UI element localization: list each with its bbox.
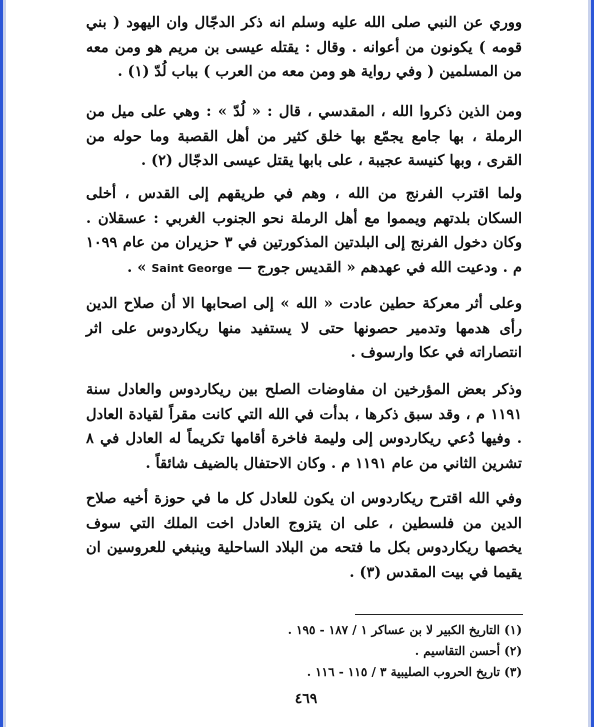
page-number: ٤٦٩ (294, 691, 318, 707)
paragraph-2 (86, 100, 522, 174)
latin-name-saint-george: Saint George (151, 261, 233, 275)
footnote-2: (٢) أحسن التقاسيم . (414, 644, 522, 658)
footnote-3: (٣) تاريخ الحروب الصليبية ٣ / ١١٥ - ١١٦ . (306, 665, 522, 679)
paragraph-text-end: » . (127, 258, 152, 276)
footnote-1: (١) التاريخ الكبير لا بن عساكر ١ / ١٨٧ - ١٩٥ . (287, 623, 522, 637)
footnotes (256, 620, 522, 683)
paragraph-text: وفي الله اقترح ريكاردوس ان يكون للعادل كل ما في حوزة أخيه صلاح الدين من فلسطين ، على ان يتزوج العادل اخت الملك التي سوف يخصها ريكاردوس بكل ما فتحه من البلاد الساحلية وينبغي للعروسين ان يقيما في بيت المقدس (٣) . (86, 490, 522, 581)
paragraph-text: وذكر بعض المؤرخين ان مفاوضات الصلح بين ريكاردوس والعادل سنة ١١٩١ م ، وقد سبق ذكرها ، بدأت في الله التي كانت مقراً لقيادة العادل . وفيها دُعي ريكاردوس إلى وليمة فاخرة أقامها تكريماً له العادل في ٨ تشرين الثاني من عام ١١٩١ م . وكان الاحتفال بالضيف شائقاً . (86, 381, 522, 472)
paragraph-6 (86, 487, 522, 585)
paragraph-text: ووري عن النبي صلى الله عليه وسلم انه ذكر الدجّال وان اليهود ( بني قومه ) يكونون من أعوانه . وقال : يقتله عيسى بن مريم هو ومن معه من المسلمين ( وفي رواية هو ومن معه من العرب ) بباب لُدّ (١) . (86, 14, 522, 81)
paragraph-text (86, 182, 522, 281)
paragraph-text: وعلى أثر معركة حطين عادت « الله » إلى اصحابها الا أن صلاح الدين رأى هدمها وتدمير حصونها حتى لا يستفيد منها ريكاردوس على اثر انتصاراته في عكا وارسوف . (86, 295, 522, 362)
paragraph-text-main: ولما اقترب الفرنج من الله ، وهم في طريقهم إلى القدس ، أخلى السكان بلدتهم ويمموا مع أهل الرملة نحو الجنوب الغربي : عسقلان . وكان دخول الفرنج إلى البلدتين المذكورتين في ٣ حزيران من عام ١٠٩٩ م . ودعيت الله في عهدهم « القديس جورج — (86, 185, 523, 276)
paragraph-5 (86, 378, 522, 476)
paragraph-3 (86, 182, 522, 281)
paragraph-text: ومن الذين ذكروا الله ، المقدسي ، قال : « لُدّ » : وهي على ميل من الرملة ، بها جامع يجمّع بها خلق كثير من أهل القصبة وما حوله من القرى ، وبها كنيسة عجيبة ، على بابها يقتل عيسى الدجّال (٢) . (86, 103, 522, 170)
book-page (6, 0, 588, 727)
footnote-separator (355, 614, 523, 615)
paragraph-4 (86, 292, 522, 366)
paragraph-1 (86, 11, 522, 85)
